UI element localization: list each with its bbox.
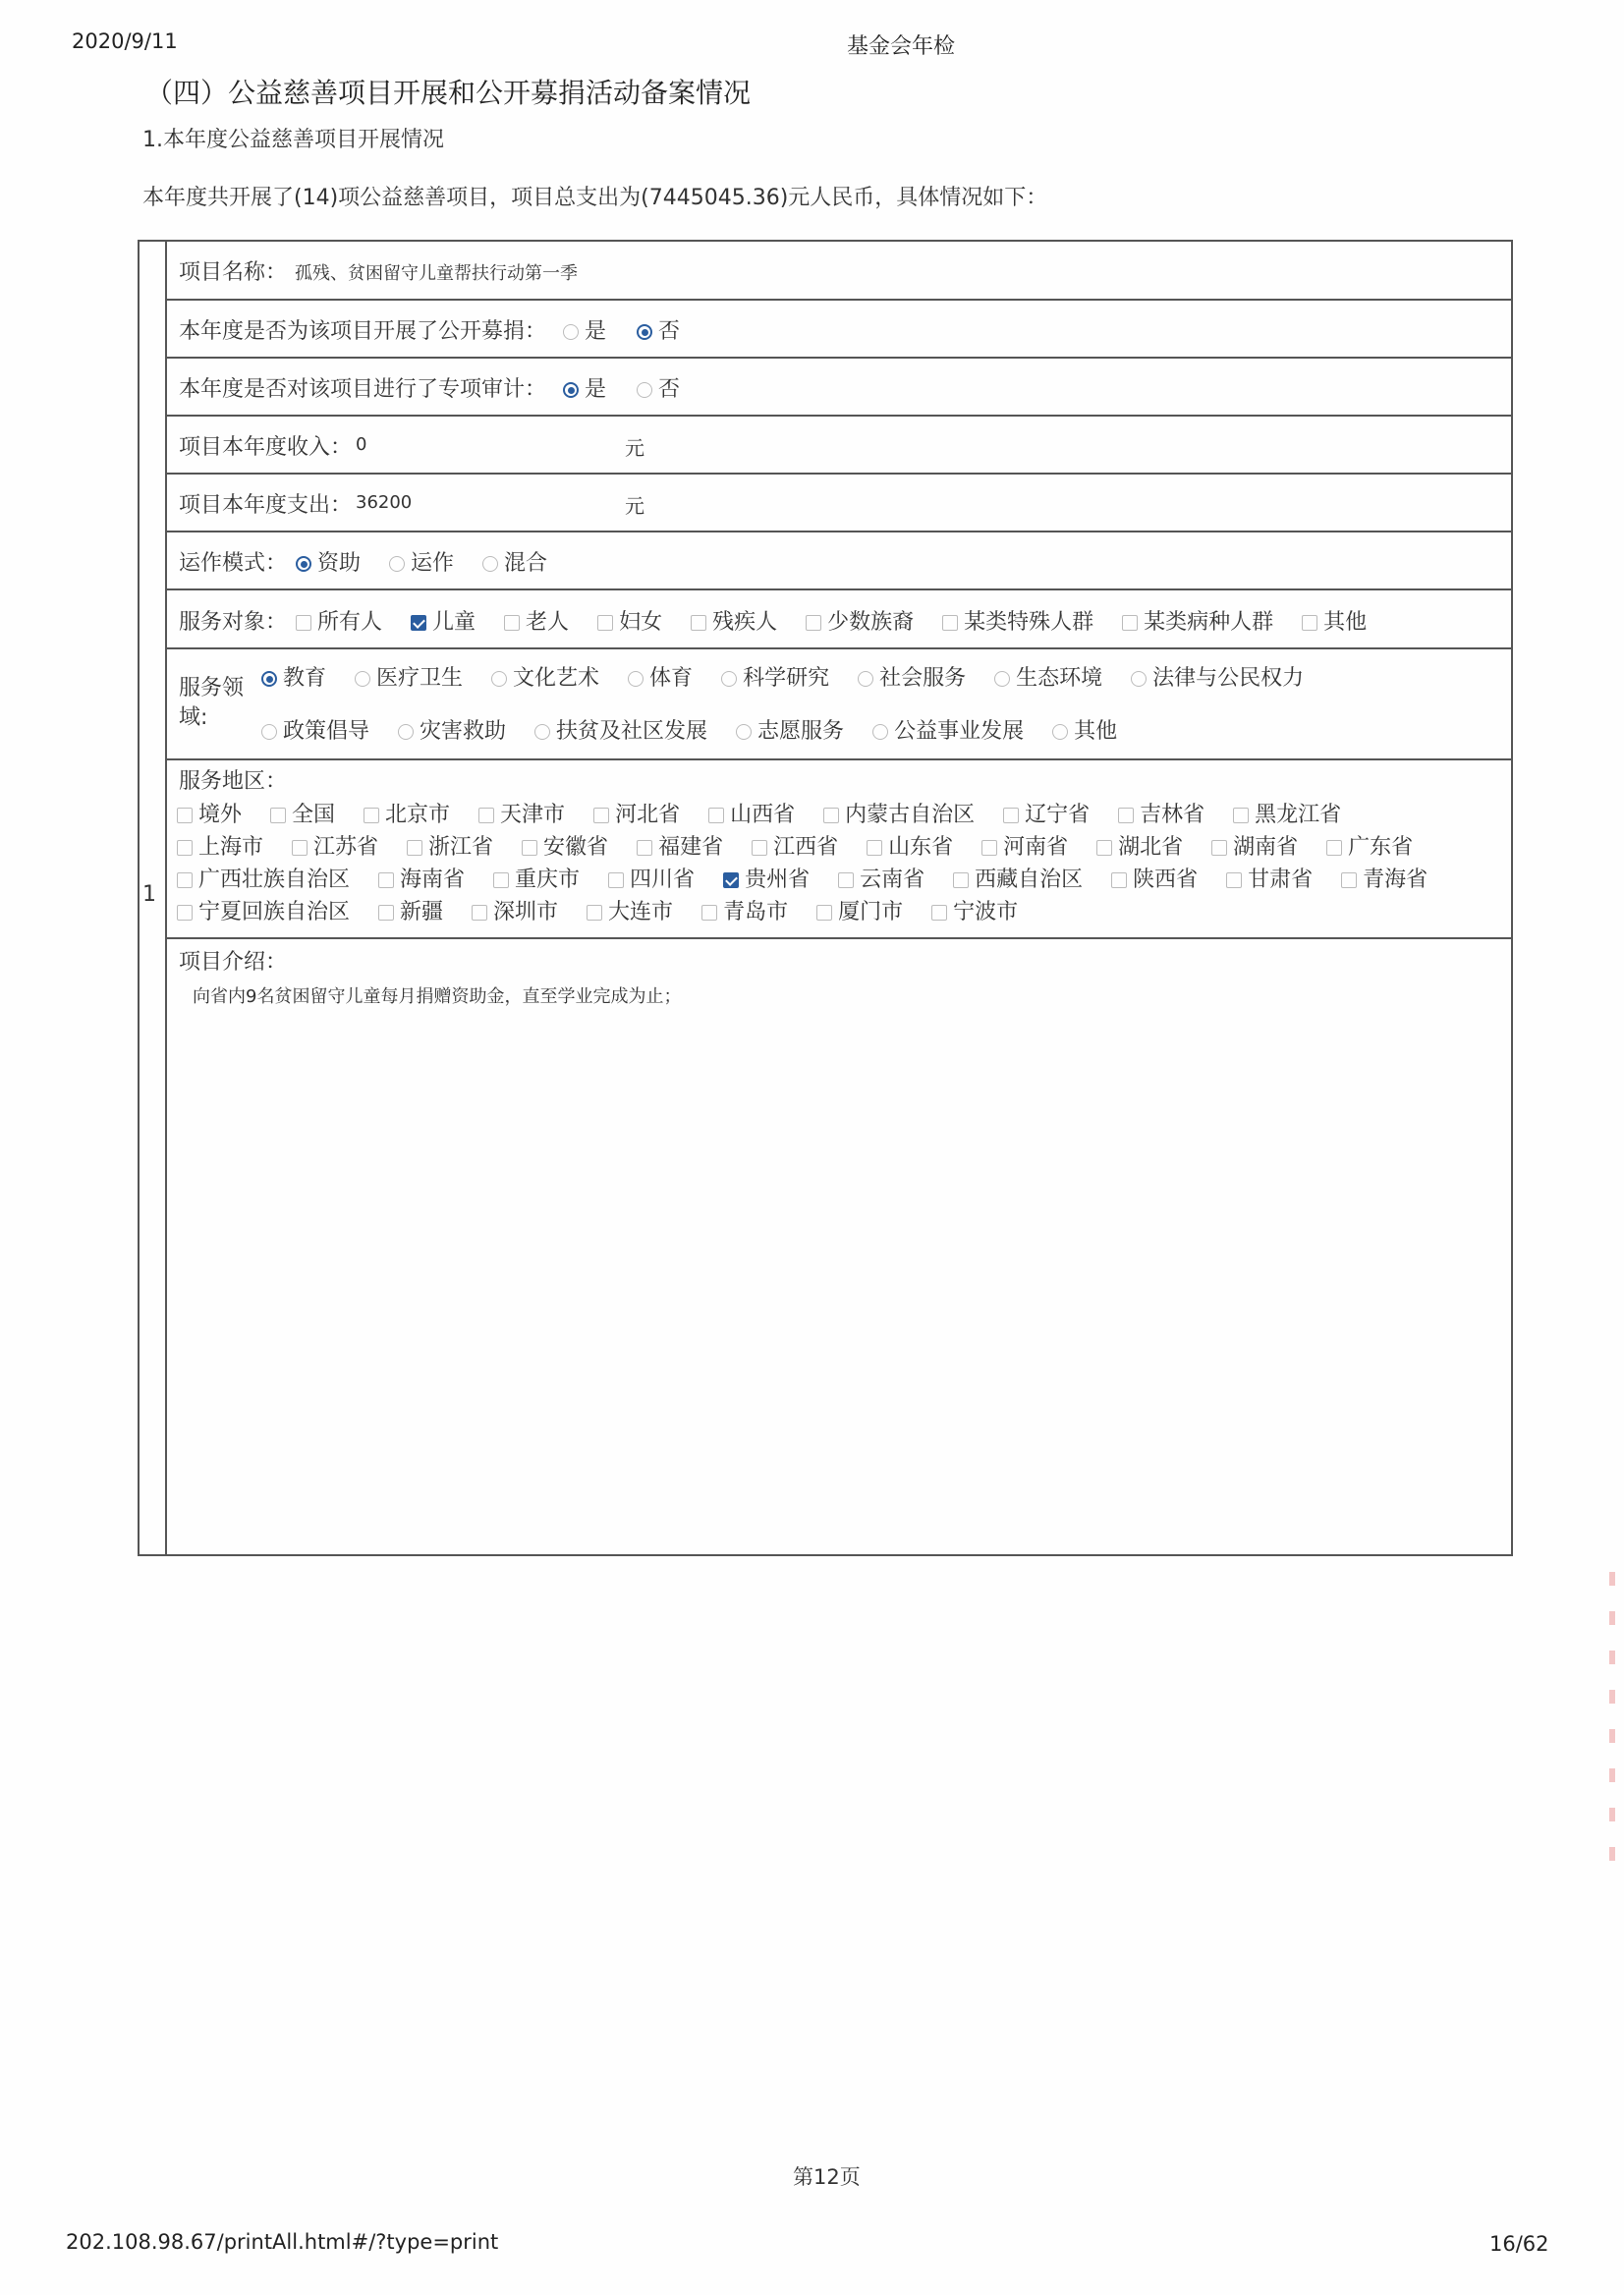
row-region [167, 760, 1511, 939]
page-number: 第12页 [793, 2165, 861, 2189]
audit-label: 本年度是否对该项目进行了专项审计： [179, 377, 547, 402]
fundraise-no-label: 否 [658, 319, 681, 344]
region-option: 新疆 [400, 900, 444, 924]
project-form [138, 240, 1513, 1556]
fundraise-yes-label: 是 [585, 319, 607, 344]
region-option: 吉林省 [1140, 803, 1205, 827]
mode-radio-grant[interactable] [296, 556, 311, 572]
region-option: 天津市 [500, 803, 566, 827]
row-mode [167, 532, 1511, 590]
region-check[interactable] [587, 905, 602, 921]
target-check-children[interactable] [411, 615, 426, 631]
region-option: 青海省 [1363, 868, 1428, 892]
row-audit [167, 359, 1511, 417]
target-check-minority[interactable] [806, 615, 821, 631]
target-check-all[interactable] [296, 615, 311, 631]
region-check[interactable] [593, 808, 609, 823]
region-option: 山西省 [730, 803, 796, 827]
region-option: 四川省 [630, 868, 696, 892]
region-check[interactable] [637, 840, 652, 856]
target-check-disabled[interactable] [691, 615, 706, 631]
region-check[interactable] [1211, 840, 1227, 856]
mode-radio-operate[interactable] [389, 556, 405, 572]
region-option: 上海市 [198, 835, 264, 860]
region-option: 大连市 [608, 900, 674, 924]
field-radio-public-welfare[interactable] [872, 724, 888, 740]
region-check[interactable] [292, 840, 308, 856]
section-title: （四）公益慈善项目开展和公开募捐活动备案情况 [145, 77, 752, 109]
audit-no-radio[interactable] [637, 382, 652, 398]
field-option: 扶贫及社区发展 [556, 719, 708, 744]
field-radio-disaster[interactable] [398, 724, 414, 740]
mode-option-grant: 资助 [317, 551, 362, 576]
income-unit: 元 [625, 436, 644, 460]
field-label: 服务领 [179, 676, 245, 700]
income-label: 项目本年度收入： [179, 435, 353, 460]
region-option: 山东省 [888, 835, 954, 860]
region-check[interactable] [472, 905, 487, 921]
region-option: 贵州省 [745, 868, 811, 892]
region-check[interactable] [608, 872, 624, 888]
fundraise-no-radio[interactable] [637, 324, 652, 340]
region-check[interactable] [177, 808, 193, 823]
expense-unit: 元 [625, 494, 644, 518]
region-option: 深圳市 [493, 900, 559, 924]
target-option: 某类特殊人群 [964, 610, 1094, 635]
region-option: 云南省 [860, 868, 925, 892]
income-value: 0 [356, 434, 367, 455]
region-check[interactable] [823, 808, 839, 823]
target-option: 儿童 [432, 610, 476, 635]
field-radio-medical[interactable] [355, 671, 370, 687]
field-option: 其他 [1074, 719, 1118, 744]
mode-option-mixed: 混合 [504, 551, 548, 576]
region-check[interactable] [867, 840, 882, 856]
region-option: 江苏省 [313, 835, 379, 860]
region-option: 甘肃省 [1248, 868, 1314, 892]
row-fundraise [167, 301, 1511, 359]
field-radio-sports[interactable] [628, 671, 644, 687]
row-target [167, 590, 1511, 649]
region-option: 河南省 [1003, 835, 1069, 860]
region-check[interactable] [378, 905, 394, 921]
region-check[interactable] [701, 905, 717, 921]
target-option: 老人 [526, 610, 570, 635]
field-option: 公益事业发展 [894, 719, 1025, 744]
region-option: 广东省 [1348, 835, 1414, 860]
region-check[interactable] [838, 872, 854, 888]
intro-text: 向省内9名贫困留守儿童每月捐赠资助金，直至学业完成为止； [193, 986, 682, 1007]
fundraise-label: 本年度是否为该项目开展了公开募捐： [179, 319, 547, 344]
field-option: 生态环境 [1016, 666, 1103, 691]
region-option: 境外 [198, 803, 243, 827]
row-project-name [167, 242, 1511, 301]
region-option: 宁夏回族自治区 [198, 900, 351, 924]
field-option: 教育 [283, 666, 327, 691]
field-label-cont: 域: [179, 705, 208, 730]
region-option: 湖北省 [1118, 835, 1184, 860]
region-check[interactable] [177, 872, 193, 888]
region-option: 厦门市 [838, 900, 904, 924]
region-check[interactable] [1233, 808, 1249, 823]
row-expense [167, 475, 1511, 532]
intro-label: 项目介绍： [179, 950, 288, 975]
target-check-other[interactable] [1302, 615, 1317, 631]
expense-label: 项目本年度支出： [179, 493, 353, 518]
region-option: 广西壮族自治区 [198, 868, 351, 892]
region-check[interactable] [708, 808, 724, 823]
target-option: 其他 [1323, 610, 1368, 635]
field-radio-education[interactable] [261, 671, 277, 687]
project-name-label: 项目名称： [179, 260, 288, 285]
field-option: 政策倡导 [283, 719, 370, 744]
expense-value: 36200 [356, 492, 413, 513]
region-check[interactable] [478, 808, 494, 823]
region-check[interactable] [364, 808, 379, 823]
region-check[interactable] [177, 840, 193, 856]
field-radio-law[interactable] [1131, 671, 1147, 687]
region-check[interactable] [931, 905, 947, 921]
page-header-title: 基金会年检 [847, 34, 956, 59]
region-check-guizhou[interactable] [723, 872, 739, 888]
region-check[interactable] [816, 905, 832, 921]
index-column [140, 242, 167, 1554]
region-option: 青岛市 [723, 900, 789, 924]
field-radio-culture[interactable] [491, 671, 507, 687]
region-option: 湖南省 [1233, 835, 1299, 860]
region-check[interactable] [407, 840, 422, 856]
region-check[interactable] [752, 840, 767, 856]
region-check[interactable] [1111, 872, 1127, 888]
region-check[interactable] [378, 872, 394, 888]
region-option: 内蒙古自治区 [845, 803, 976, 827]
region-option: 西藏自治区 [975, 868, 1084, 892]
region-check[interactable] [1326, 840, 1342, 856]
audit-no-label: 否 [658, 377, 681, 402]
target-check-special-group[interactable] [942, 615, 958, 631]
print-date: 2020/9/11 [72, 29, 178, 53]
field-option: 科学研究 [743, 666, 830, 691]
mode-radio-mixed[interactable] [482, 556, 498, 572]
fundraise-yes-radio[interactable] [563, 324, 579, 340]
region-check[interactable] [522, 840, 537, 856]
field-radio-other[interactable] [1052, 724, 1068, 740]
region-option: 河北省 [615, 803, 681, 827]
region-option: 安徽省 [543, 835, 609, 860]
region-option: 浙江省 [428, 835, 494, 860]
target-check-women[interactable] [597, 615, 613, 631]
region-check[interactable] [1003, 808, 1019, 823]
region-option: 全国 [292, 803, 336, 827]
print-url: 202.108.98.67/printAll.html#/?type=print [66, 2230, 499, 2254]
print-page-count: 16/62 [1489, 2232, 1549, 2256]
field-radio-social[interactable] [858, 671, 873, 687]
field-option: 灾害救助 [420, 719, 507, 744]
project-name-value: 孤残、贫困留守儿童帮扶行动第一季 [295, 263, 578, 284]
region-check[interactable] [270, 808, 286, 823]
region-option: 海南省 [400, 868, 466, 892]
target-option: 妇女 [619, 610, 663, 635]
region-check[interactable] [1118, 808, 1134, 823]
region-check[interactable] [1226, 872, 1242, 888]
target-check-disease-group[interactable] [1122, 615, 1138, 631]
field-option: 志愿服务 [757, 719, 845, 744]
field-option: 法律与公民权力 [1152, 666, 1305, 691]
target-option: 所有人 [317, 610, 383, 635]
row-index: 1 [142, 882, 156, 907]
audit-yes-radio[interactable] [563, 382, 579, 398]
region-check[interactable] [953, 872, 969, 888]
target-option: 残疾人 [712, 610, 778, 635]
region-label: 服务地区： [179, 769, 288, 794]
region-option: 江西省 [773, 835, 839, 860]
field-radio-science[interactable] [721, 671, 737, 687]
region-option: 黑龙江省 [1255, 803, 1342, 827]
row-field [167, 649, 1511, 760]
region-check[interactable] [493, 872, 509, 888]
target-option: 某类病种人群 [1144, 610, 1274, 635]
region-check[interactable] [981, 840, 997, 856]
mode-label: 运作模式： [179, 551, 288, 576]
row-income [167, 417, 1511, 475]
target-option: 少数族裔 [827, 610, 915, 635]
region-check[interactable] [1341, 872, 1357, 888]
mode-option-operate: 运作 [411, 551, 455, 576]
row-intro [167, 939, 1511, 1554]
field-radio-policy[interactable] [261, 724, 277, 740]
region-option: 重庆市 [515, 868, 581, 892]
field-radio-ecology[interactable] [994, 671, 1010, 687]
region-option: 辽宁省 [1025, 803, 1091, 827]
field-option: 体育 [649, 666, 694, 691]
field-option: 社会服务 [879, 666, 967, 691]
region-option: 陕西省 [1133, 868, 1199, 892]
region-check[interactable] [1096, 840, 1112, 856]
summary-text: 本年度共开展了(14)项公益慈善项目，项目总支出为(7445045.36)元人民币，具体情况如下： [142, 186, 1048, 210]
region-check[interactable] [177, 905, 193, 921]
region-option: 北京市 [385, 803, 451, 827]
field-radio-volunteer[interactable] [736, 724, 752, 740]
target-label: 服务对象： [179, 610, 288, 635]
target-check-elderly[interactable] [504, 615, 520, 631]
region-option: 福建省 [658, 835, 724, 860]
region-option: 宁波市 [953, 900, 1019, 924]
field-radio-poverty[interactable] [534, 724, 550, 740]
audit-yes-label: 是 [585, 377, 607, 402]
stamp-edge-mark [1609, 1572, 1615, 1886]
section-subtitle: 1.本年度公益慈善项目开展情况 [142, 128, 444, 152]
field-option: 医疗卫生 [376, 666, 464, 691]
field-option: 文化艺术 [513, 666, 600, 691]
